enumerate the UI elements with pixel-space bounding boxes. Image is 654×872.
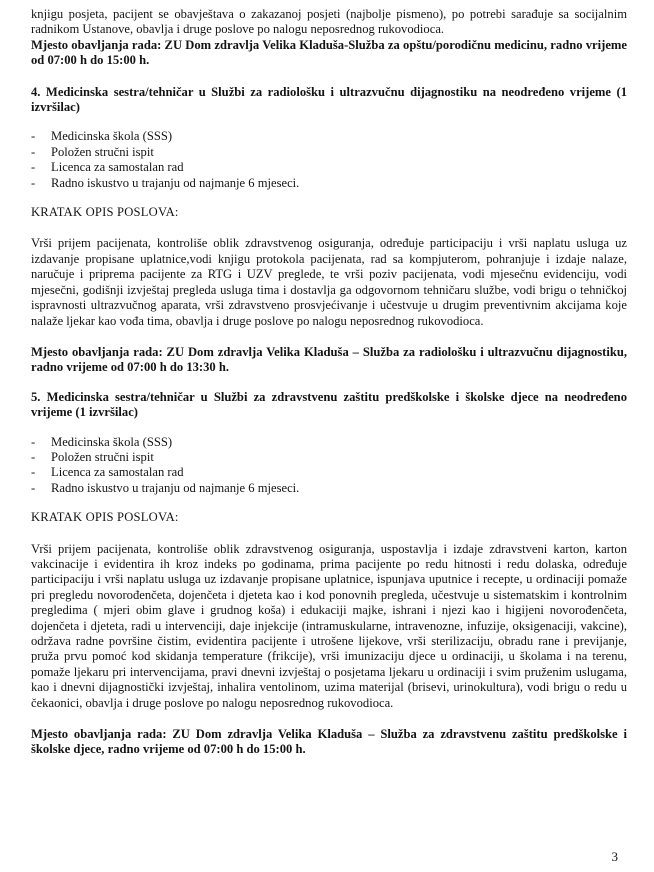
- position-5-description: Vrši prijem pacijenata, kontroliše oblik zdravstvenog osiguranja, uspostavlja i izdaje zdravstveni karton, karton vakcinacije i evidentira ih kroz indeks po godinama, prima pacijente po redu hitnosti i redu dolaska, određuje participaciju i vrši naplatu usluga uz izdavanje propisane uplatnice, ispunjava uputnice i recepte, u ordinaciji pomaže pri pregledu novorođenčeta, dojenčeta i djeteta kao i kod ponovnih pregleda, učestvuje u sistematskim i kontrolnim pregledima ( mjeri obim glave i grudnog koša) i edukaciji majke, ishrani i njezi kao i higijeni novorođenčeta, dojenčeta i djeteta, radi u intervenciji, daje injekcije (intramuskularne, intravenozne, infuzije, oksigenaciji, vakcine), održava radne površine čistim, evidentira pacijente i utrošene lijekove, vrši sterilizaciju, obradu rane i previjanje, pruža prvu pomoć kod skidanja temperature (frikcije), vrši imunizaciju djece u ordinaciji, u školama i na terenu, pomaže ljekaru pri intervencijama, pravi dnevni izvještaj o posjetama ljekaru u ordinaciji i svim pruženim uslugama, kao i dnevni dijagnostički izvještaj, inhalira ventolinom, uzima materijal (brisevi, urinokultura), vodi brigu o redu u čekaonici, obavlja i druge poslove po nalogu neposrednog rukovodioca.: [31, 541, 627, 710]
- position-5-description-heading: KRATAK OPIS POSLOVA:: [31, 510, 179, 525]
- requirement-item: - Licenca za samostalan rad: [31, 465, 184, 480]
- requirement-item: - Položen stručni ispit: [31, 144, 154, 159]
- continued-paragraph: knjigu posjeta, pacijent se obavještava o zakazanoj posjeti (najbolje pismeno), po potrebi sarađuje sa socijalnim radnikom Ustanove, obavlja i druge poslove po nalogu neposrednog rukovodioca.: [31, 7, 627, 37]
- position-4-requirements: [31, 129, 627, 191]
- requirement-item: - Radno iskustvo u trajanju od najmanje 6 mjeseci.: [31, 480, 300, 495]
- requirement-text: Licenca za samostalan rad: [51, 160, 184, 175]
- requirement-text: Radno iskustvo u trajanju od najmanje 6 mjeseci.: [51, 175, 300, 190]
- requirement-text: Licenca za samostalan rad: [51, 465, 184, 480]
- document-page: [31, 7, 627, 758]
- requirement-text: Radno iskustvo u trajanju od najmanje 6 mjeseci.: [51, 480, 300, 495]
- requirement-text: Medicinska škola (SSS): [51, 434, 173, 449]
- position-4-work-location: Mjesto obavljanja rada: ZU Dom zdravlja Velika Kladuša – Služba za radiološku i ultrazvučnu dijagnostiku, radno vrijeme od 07:00 h do 13:30 h.: [31, 344, 627, 375]
- work-location-position-3: Mjesto obavljanja rada: ZU Dom zdravlja Velika Kladuša-Služba za opštu/porodičnu medicinu, radno vrijeme od 07:00 h do 15:00 h.: [31, 37, 627, 68]
- requirement-item: - Medicinska škola (SSS): [31, 129, 173, 144]
- position-4-title: 4. Medicinska sestra/tehničar u Službi za radiološku i ultrazvučnu dijagnostiku na neodređeno vrijeme (1 izvršilac): [31, 84, 627, 115]
- requirement-item: - Radno iskustvo u trajanju od najmanje 6 mjeseci.: [31, 175, 300, 190]
- requirement-item: - Medicinska škola (SSS): [31, 434, 173, 449]
- position-4-description: Vrši prijem pacijenata, kontroliše oblik zdravstvenog osiguranja, određuje participaciju i vrši naplatu usluga uz izdavanje propisane uplatnice,vodi knjigu protokola pacijenata, rad sa kompjuterom, pohranjuje i izdaje nalaze, naručuje i priprema pacijente za RTG i UZV preglede, te vrši poziv pacijenata, vodi mjesečnu evidenciju, vodi mjesečni, godišnji izvještaj pregleda usluga tima i dostavlja ga odgovornom tehničaru službe, vodi brigu o tehničkoj ispravnosti ultrazvučnog aparata, vrši zdravstveno prosvjećivanje i učestvuje u drugim preventivnim akcijama koje nalaže ljekar kao vođa tima, obavlja i druge poslove po nalogu neposrednog rukovodioca.: [31, 236, 627, 328]
- page-number: 3: [611, 849, 618, 864]
- position-4-description-heading: KRATAK OPIS POSLOVA:: [31, 205, 179, 220]
- position-5-requirements: [31, 435, 627, 497]
- position-5-title: 5. Medicinska sestra/tehničar u Službi za zdravstvenu zaštitu predškolske i školske djece na neodređeno vrijeme (1 izvršilac): [31, 389, 627, 420]
- requirement-text: Položen stručni ispit: [51, 144, 154, 159]
- requirement-text: Medicinska škola (SSS): [51, 129, 173, 144]
- requirement-item: - Položen stručni ispit: [31, 449, 154, 464]
- requirement-text: Položen stručni ispit: [51, 449, 154, 464]
- position-5-work-location: Mjesto obavljanja rada: ZU Dom zdravlja Velika Kladuša – Služba za zdravstvenu zaštitu predškolske i školske djece, radno vrijeme od 07:00 h do 15:00 h.: [31, 727, 627, 757]
- requirement-item: - Licenca za samostalan rad: [31, 160, 184, 175]
